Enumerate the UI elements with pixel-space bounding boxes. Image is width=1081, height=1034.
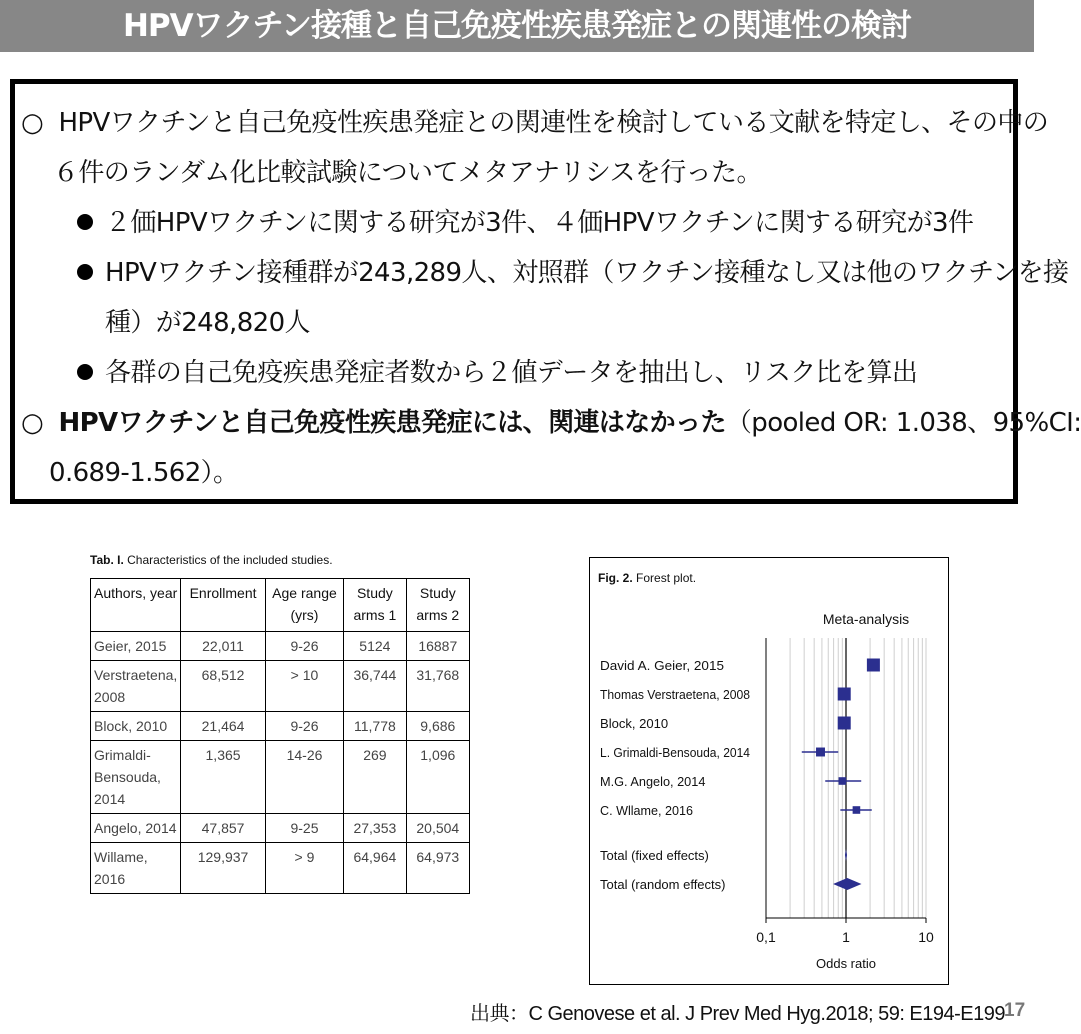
cell-author: Block, 2010	[91, 712, 181, 741]
conclusion-stats-text: （pooled OR: 1.038、95%CI:	[725, 408, 1081, 438]
cell-age: 14-26	[265, 741, 343, 814]
summary-bullet-3	[77, 356, 917, 390]
study-label: L. Grimaldi-Bensouda, 2014	[600, 745, 750, 760]
cell-enrollment: 47,857	[181, 814, 266, 843]
cell-enrollment: 129,937	[181, 843, 266, 894]
study-point	[816, 748, 825, 757]
pooled-label: Total (random effects)	[600, 877, 726, 892]
cell-arm1: 64,964	[344, 843, 406, 894]
bullet-dot-icon	[77, 214, 93, 230]
cell-arm1: 269	[344, 741, 406, 814]
cell-enrollment: 21,464	[181, 712, 266, 741]
pooled-label: Total (fixed effects)	[600, 848, 709, 863]
bullet-dot-icon	[77, 264, 93, 280]
table-caption-text: Characteristics of the included studies.	[127, 553, 333, 567]
cell-arm2: 64,973	[406, 843, 469, 894]
summary-text: HPVワクチンと自己免疫性疾患発症との関連性を検討している文献を特定し、その中の	[58, 108, 1049, 138]
table-row	[91, 814, 470, 843]
cell-arm2: 1,096	[406, 741, 469, 814]
study-label: M.G. Angelo, 2014	[600, 774, 706, 789]
study-point	[853, 806, 861, 814]
summary-bullet-2-line-1	[77, 256, 1068, 290]
cell-age: 9-25	[265, 814, 343, 843]
table-row	[91, 741, 470, 814]
table-row	[91, 843, 470, 894]
cell-arm1: 27,353	[344, 814, 406, 843]
summary-paragraph-1-line-2: ６件のランダム化比較試験についてメタアナリシスを行った。	[53, 158, 762, 188]
study-label: Block, 2010	[600, 716, 669, 731]
forest-plot-frame	[589, 557, 949, 985]
cell-arm2: 20,504	[406, 814, 469, 843]
cell-author: Grimaldi-Bensouda, 2014	[91, 741, 181, 814]
cell-enrollment: 22,011	[181, 632, 266, 661]
cell-arm1: 11,778	[344, 712, 406, 741]
header-study-arms-2: Study arms 2	[406, 579, 469, 632]
cell-enrollment: 68,512	[181, 661, 266, 712]
study-point	[838, 717, 851, 730]
cell-author: Verstraetena, 2008	[91, 661, 181, 712]
cell-arm1: 36,744	[344, 661, 406, 712]
cell-age: 9-26	[265, 712, 343, 741]
x-tick-label: 1	[842, 929, 850, 945]
cell-enrollment: 1,365	[181, 741, 266, 814]
studies-table	[90, 578, 470, 894]
citation: 出典：C Genovese et al. J Prev Med Hyg.2018; 59: E194-E199	[470, 1003, 1006, 1025]
forest-title: Meta-analysis	[822, 611, 910, 627]
study-point	[838, 688, 851, 701]
cell-age: 9-26	[265, 632, 343, 661]
table-caption-label: Tab. I.	[90, 553, 124, 567]
table-row	[91, 712, 470, 741]
page-number: 17	[1004, 1000, 1026, 1021]
cell-author: Willame, 2016	[91, 843, 181, 894]
forest-caption: Fig. 2. Forest plot.	[598, 571, 697, 585]
study-point	[867, 659, 880, 672]
circle-bullet-icon: ○	[21, 108, 44, 138]
cell-arm2: 9,686	[406, 712, 469, 741]
forest-plot	[590, 558, 948, 984]
cell-arm2: 31,768	[406, 661, 469, 712]
pooled-diamond	[833, 878, 861, 890]
summary-bullet-3-text: 各群の自己免疫疾患発症者数から２値データを抽出し、リスク比を算出	[105, 358, 918, 388]
study-label: Thomas Verstraetena, 2008	[600, 687, 750, 702]
table-row	[91, 661, 470, 712]
pooled-diamond	[845, 849, 847, 861]
study-point	[839, 777, 847, 785]
header-age-range: Age range (yrs)	[265, 579, 343, 632]
bullet-dot-icon	[77, 364, 93, 380]
page-title: HPVワクチン接種と自己免疫性疾患発症との関連性の検討	[0, 0, 1034, 52]
cell-age: > 10	[265, 661, 343, 712]
x-tick-label: 0,1	[756, 929, 776, 945]
x-tick-label: 10	[918, 929, 934, 945]
circle-bullet-icon: ○	[21, 408, 44, 438]
study-label: David A. Geier, 2015	[600, 658, 724, 673]
cell-arm2: 16887	[406, 632, 469, 661]
summary-box	[10, 79, 1081, 504]
summary-bullet-1-text: ２価HPVワクチンに関する研究が3件、４価HPVワクチンに関する研究が3件	[105, 208, 974, 238]
cell-age: > 9	[265, 843, 343, 894]
conclusion-bold-text: HPVワクチンと自己免疫性疾患発症には、関連はなかった	[58, 408, 726, 438]
x-axis-label: Odds ratio	[816, 956, 876, 971]
study-label: C. Wllame, 2016	[600, 803, 693, 818]
cell-author: Angelo, 2014	[91, 814, 181, 843]
table-row	[91, 632, 470, 661]
summary-bullet-1	[77, 206, 973, 240]
header-enrollment: Enrollment	[181, 579, 266, 632]
header-study-arms-1: Study arms 1	[344, 579, 406, 632]
cell-arm1: 5124	[344, 632, 406, 661]
summary-paragraph-1-line-1	[21, 106, 1048, 140]
summary-paragraph-2-line-2: 0.689-1.562）。	[49, 458, 239, 488]
header-authors: Authors, year	[91, 579, 181, 632]
table-header-row	[91, 579, 470, 632]
summary-bullet-2-line-2: 種）が248,820人	[105, 308, 310, 338]
summary-paragraph-2-line-1	[21, 406, 1081, 440]
table-caption	[90, 553, 333, 567]
summary-bullet-2-text: HPVワクチン接種群が243,289人、対照群（ワクチン接種なし又は他のワクチンを接	[105, 258, 1069, 288]
cell-author: Geier, 2015	[91, 632, 181, 661]
